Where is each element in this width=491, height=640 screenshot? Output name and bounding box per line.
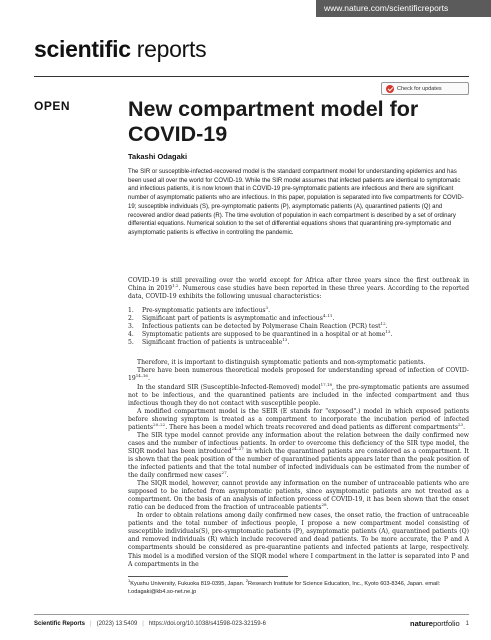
paragraph-text: In the standard SIR (Susceptible-Infected-Removed) model: [137, 383, 321, 391]
list-item-text: Pre-symptomatic patients are infectious: [142, 307, 266, 315]
author-name: Takashi Odagaki: [128, 152, 188, 161]
paragraph-gap: [128, 352, 469, 359]
affiliations-footnote: [128, 580, 469, 596]
nature-portfolio-logo: [410, 619, 460, 628]
paragraph: [128, 367, 469, 383]
brand-bold: nature: [410, 619, 433, 628]
list-item-text: Significant part of patients is asymptomatic and infectious: [142, 315, 323, 323]
paragraph-text: , the pre-symptomatic patients are assumed not to be infectious, and the quarantined patients are included in the infected compartment and thus infectious though they do not contact with susceptible people.: [128, 383, 469, 407]
article-body: [128, 277, 469, 569]
journal-url[interactable]: www.nature.com/scientificreports: [324, 3, 449, 13]
footer-citation: (2023) 13:5409: [96, 620, 138, 627]
citation-ref[interactable]: 13: [385, 329, 391, 335]
article-title: New compartment model for COVID-19: [128, 97, 419, 146]
paragraph-end: .: [147, 375, 150, 383]
list-item-end: .: [385, 323, 388, 331]
citation-ref[interactable]: 4–11: [322, 313, 333, 319]
check-updates-label: Check for updates: [397, 85, 442, 92]
page-number: 1: [465, 620, 469, 627]
list-item-text: Symptomatic patients are supposed to be quarantined in a hospital or at home: [142, 331, 386, 339]
check-for-updates-button[interactable]: [381, 82, 469, 95]
abstract: The SIR or susceptible-infected-recovered model is the standard compartment model for understanding epidemics and has been used all over the world for COVID-19. While the SIR model assumes that infected patients are identical to symptomatic and infectious patients, it is now known that in COVID-19 pre-symptomatic patients are infectious and there are significant number of asymptomatic patients who are infectious. In this paper, population is separated into five compartments for COVID-19; susceptible individuals (S), pre-symptomatic patients (P), asymptomatic patients (A), quarantined patients (Q) and recovered and/or dead patients (R). The time evolution of population in each compartment is described by a set of ordinary differential equations. Numerical solution to the set of differential equations shows that quarantining pre-symptomatic and asymptomatic patients is effective in controlling the pandemic.: [128, 169, 464, 236]
doi-link[interactable]: https://doi.org/10.1038/s41598-023-32159-6: [148, 620, 266, 627]
list-number: 3.: [128, 323, 134, 331]
footnote-rule: [128, 576, 288, 577]
list-item: [128, 307, 469, 315]
characteristics-list: [128, 307, 469, 347]
brand-rest: portfolio: [432, 619, 460, 628]
footer-journal: Scientific Reports: [34, 620, 86, 627]
paragraph: Therefore, it is important to distinguish symptomatic patients and non-symptomatic patients.: [137, 359, 426, 367]
citation-ref[interactable]: 1,2: [172, 283, 179, 289]
intro-text: COVID-19 is still prevailing over the world except for Africa after three years since the first outbreak in China in 2019: [128, 277, 469, 293]
citation-ref[interactable]: 13: [282, 337, 288, 343]
list-item-text: Significant fraction of patients is untraceable: [142, 339, 283, 347]
footer-separator: |: [90, 620, 92, 627]
list-item-end: .: [332, 315, 335, 323]
paragraph-end: .: [326, 504, 329, 512]
citation-ref[interactable]: 27: [221, 470, 227, 475]
citation-ref[interactable]: 12: [380, 321, 386, 327]
list-item-end: .: [390, 331, 393, 339]
paragraph-text: The SIQR model, however, cannot provide any information on the number of untraceable patients who are supposed to be infected from asymptomatic patients, since asymptomatic patients are not treated as a compartment. On the basis of an analysis of infection process of COVID-19, it has been shown that the onset ratio can be deduced from the fraction of untraceable patients: [128, 480, 469, 512]
paragraph: [128, 408, 469, 432]
paragraph: [128, 480, 469, 512]
intro-paragraph: [128, 277, 469, 301]
paragraph-text: The SIR type model cannot provide any information about the relation between the daily confirmed new cases and the number of infectious patients. In order to overcome this deficiency of the SIR type model, the SIQR model has been introduced: [128, 431, 469, 455]
paragraph-text: There have been numerous theoretical models proposed for understanding spread of infection of COVID-19: [128, 367, 469, 383]
paragraph-end: .: [463, 423, 465, 431]
journal-url-bar[interactable]: [316, 0, 491, 17]
list-item-text: Infectious patients can be detected by Polymerase Chain Reaction (PCR) test: [142, 323, 381, 331]
footer-separator: |: [142, 620, 144, 627]
citation-ref[interactable]: 24–27: [231, 445, 244, 451]
list-item-end: .: [268, 307, 271, 315]
list-number: 2.: [128, 315, 134, 323]
journal-logo-rest: reports: [130, 36, 207, 62]
citation-ref[interactable]: 14–16: [135, 373, 148, 379]
intro-text-rest: . Numerous case studies have been reported in these three years. According to the reported data, COVID-19 exhibits the following unusual characteristics:: [128, 285, 469, 301]
affiliation-text: Kyushu University, Fukuoka 819-0395, Japan.: [130, 581, 246, 587]
paragraph-text: . There has been a model which treats recovered and dead patients as different compartments: [165, 423, 458, 431]
citation-ref[interactable]: 28: [321, 502, 327, 508]
affiliation-marker: 1: [128, 578, 131, 584]
header-rule: [34, 76, 469, 77]
citation-ref[interactable]: 23: [457, 421, 464, 427]
citation-ref[interactable]: 20–22: [153, 421, 166, 427]
paragraph: In order to obtain relations among daily confirmed new cases, the onset ratio, the fraction of untraceable patients and the total number of infectious people, I propose a new compartment model consisting of susceptible individuals(S), pre-symptomatic patients (P), asymptomatic patients (A), quarantined patients (Q) and removed individuals (R) which include recovered and dead patients. To be more accurate, the P and A compartments should be considered as pre-quarantine patients and infected patients at large, respectively. This model is a modified version of the SIQR model where I compartment in the latter is separated into P and A compartments in the: [128, 512, 469, 568]
paragraph-text: in which the quarantined patients are considered as a compartment. It is shown that the peak position of the number of quarantined patients appears later than the peak position of the infected patients and that the total number of infected individuals can be estimated from the number of the daily confirmed new cases: [128, 447, 469, 480]
paragraph-end: .: [226, 472, 229, 480]
citation-ref[interactable]: 17,18: [320, 381, 333, 387]
page-footer: [34, 614, 469, 628]
list-number: 5.: [128, 339, 134, 347]
affiliation-text: Research Institute for Science Education, Inc., Kyoto 603-8346, Japan. email: t.odagaki@kb4.so-net.ne.jp: [128, 581, 441, 595]
check-updates-icon: [386, 85, 394, 93]
list-text: [142, 339, 289, 347]
list-item: [128, 339, 469, 347]
list-number: 4.: [128, 331, 134, 339]
journal-logo-bold: scientific: [34, 36, 131, 62]
list-text: [142, 307, 270, 315]
list-number: 1.: [128, 307, 134, 315]
paragraph-text: A modified compartment model is the SEIR (E stands for "exposed".) model in which exposed patients before showing symptom is treated as a compartment to incorporate the incubation period of infected patients: [128, 407, 469, 431]
paragraph: [128, 381, 469, 408]
journal-logo: [34, 36, 206, 63]
list-item-end: .: [287, 339, 290, 347]
citation-ref[interactable]: 3: [265, 305, 269, 311]
paragraph: [128, 432, 469, 480]
open-access-label: OPEN: [34, 99, 71, 113]
affiliation-marker: 2: [245, 578, 249, 584]
